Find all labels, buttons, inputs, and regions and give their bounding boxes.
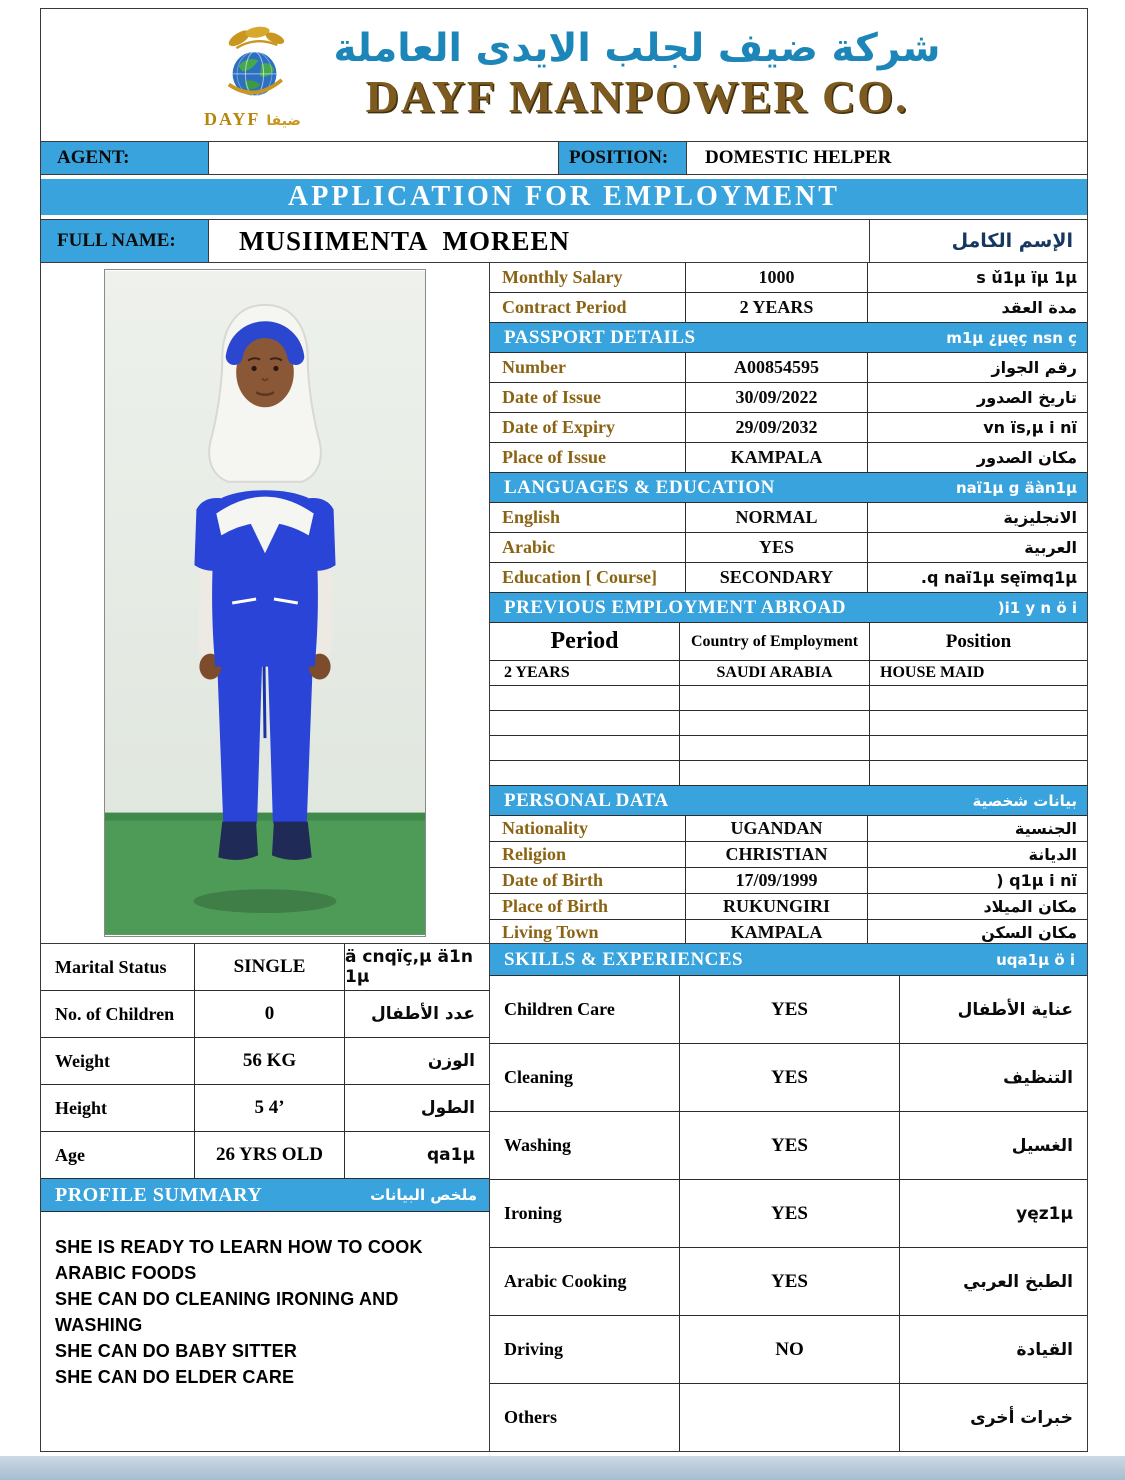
applicant-photo-illustration — [105, 270, 425, 936]
weight-row — [41, 1038, 489, 1085]
field-value: CHRISTIAN — [686, 842, 868, 867]
field-arabic: مكان الميلاد — [983, 897, 1077, 916]
field-value: RUKUNGIRI — [686, 894, 868, 919]
skill-label: Others — [490, 1384, 680, 1451]
banner-title: PREVIOUS EMPLOYMENT ABROAD — [504, 596, 847, 618]
cleaning-row — [490, 1044, 1087, 1112]
employment-country — [680, 761, 870, 785]
place-of-issue-row — [490, 443, 1087, 473]
field-value: SINGLE — [195, 944, 345, 990]
field-arabic: عدد الأطفال — [371, 1004, 475, 1024]
employment-period — [490, 736, 680, 760]
employment-country — [680, 711, 870, 735]
skill-label: Children Care — [490, 976, 680, 1043]
field-arabic: مدة العقد — [1001, 298, 1077, 317]
banner-title: PROFILE SUMMARY — [55, 1183, 263, 1206]
field-value: 56 KG — [195, 1038, 345, 1084]
field-label: Height — [41, 1085, 195, 1131]
field-value: 26 YRS OLD — [195, 1132, 345, 1178]
employment-position — [870, 736, 1087, 760]
field-value: 2 YEARS — [686, 293, 868, 322]
height-row — [41, 1085, 489, 1132]
field-label: Contract Period — [490, 293, 686, 322]
banner-title-arabic: )i1 y n ö i — [997, 598, 1077, 617]
field-label: No. of Children — [41, 991, 195, 1037]
full-name-row — [41, 219, 1087, 263]
profile-line: SHE CAN DO BABY SITTER — [55, 1341, 298, 1362]
physical-info-pane — [41, 944, 490, 1451]
page-bottom-strip — [0, 1456, 1125, 1480]
field-label: Education [ Course] — [490, 563, 686, 592]
company-name-english: DAYF MANPOWER CO. — [365, 71, 909, 123]
skill-arabic: الطبخ العربي — [963, 1271, 1073, 1292]
others-row — [490, 1384, 1087, 1451]
employment-position — [870, 686, 1087, 710]
application-form-document — [40, 8, 1088, 1452]
employment-country — [680, 736, 870, 760]
dayf-logo-icon — [200, 21, 306, 107]
field-value: UGANDAN — [686, 816, 868, 841]
field-label: Monthly Salary — [490, 263, 686, 292]
field-label: Nationality — [490, 816, 686, 841]
field-label: Age — [41, 1132, 195, 1178]
employment-row — [490, 686, 1087, 711]
field-arabic: الطول — [420, 1098, 475, 1118]
date-of-birth-row — [490, 868, 1087, 894]
skill-label: Ironing — [490, 1180, 680, 1247]
field-value: YES — [686, 533, 868, 562]
field-arabic: مكان السكن — [981, 923, 1077, 942]
field-value: SECONDARY — [686, 563, 868, 592]
banner-title: PERSONAL DATA — [504, 789, 669, 811]
full-name-arabic: الإسم الكامل — [869, 220, 1087, 262]
employment-country — [680, 686, 870, 710]
marital-status-row — [41, 944, 489, 991]
children-count-row — [41, 991, 489, 1038]
banner-title-arabic: بيانات شخصية — [972, 791, 1077, 810]
banner-title-arabic: naï1µ g äàn1µ — [956, 478, 1077, 497]
contract-period-row — [490, 293, 1087, 323]
date-of-issue-row — [490, 383, 1087, 413]
field-value: 1000 — [686, 263, 868, 292]
skill-value: YES — [680, 1180, 900, 1247]
full-name-value: MUSIIMENTA MOREEN — [239, 225, 571, 256]
languages-education-banner — [490, 473, 1087, 503]
logo-word-arabic: ضيفا — [266, 112, 301, 129]
field-arabic: مكان الصدور — [976, 448, 1077, 467]
skill-arabic: الغسيل — [1011, 1135, 1073, 1156]
field-arabic: الوزن — [427, 1051, 475, 1071]
field-label: Number — [490, 353, 686, 382]
skill-arabic: عناية الأطفال — [957, 999, 1073, 1020]
field-label: Religion — [490, 842, 686, 867]
skill-label: Washing — [490, 1112, 680, 1179]
employment-header-row — [490, 623, 1087, 661]
employment-row — [490, 661, 1087, 686]
banner-title-arabic: ملخص البيانات — [370, 1186, 477, 1204]
field-value: KAMPALA — [686, 443, 868, 472]
skill-value: NO — [680, 1316, 900, 1383]
employment-position: HOUSE MAID — [880, 664, 985, 681]
field-arabic: vn ïs,µ i nï — [983, 418, 1077, 437]
field-label: Date of Issue — [490, 383, 686, 412]
skill-label: Cleaning — [490, 1044, 680, 1111]
skill-arabic: القيادة — [1016, 1339, 1073, 1360]
skill-arabic: التنظيف — [1003, 1067, 1073, 1088]
field-label: Marital Status — [41, 944, 195, 990]
bottom-section — [41, 943, 1087, 1451]
place-of-birth-row — [490, 894, 1087, 920]
passport-details-banner — [490, 323, 1087, 353]
agent-label: AGENT: — [41, 142, 209, 174]
banner-title: SKILLS & EXPERIENCES — [504, 948, 744, 970]
company-logo-block — [188, 21, 318, 130]
banner-title-arabic: uqa1µ ö i — [996, 950, 1075, 969]
washing-row — [490, 1112, 1087, 1180]
religion-row — [490, 842, 1087, 868]
english-row — [490, 503, 1087, 533]
field-arabic: ä cnqïç,µ ä1n 1µ — [345, 947, 473, 987]
column-header-position: Position — [945, 630, 1012, 652]
driving-row — [490, 1316, 1087, 1384]
employment-period — [490, 686, 680, 710]
banner-title: LANGUAGES & EDUCATION — [504, 476, 775, 498]
logo-word-english: DAYF — [204, 108, 261, 129]
field-value: 5 4’ — [195, 1085, 345, 1131]
company-names — [334, 27, 941, 122]
arabic-cooking-row — [490, 1248, 1087, 1316]
company-header — [41, 9, 1087, 141]
employment-period: 2 YEARS — [490, 661, 680, 685]
field-arabic: qa1µ — [427, 1145, 475, 1165]
field-label: Place of Birth — [490, 894, 686, 919]
column-header-country: Country of Employment — [680, 623, 870, 660]
skill-arabic: خبرات أخرى — [970, 1407, 1073, 1428]
field-arabic: .q naï1µ sęïmq1µ — [920, 568, 1077, 587]
field-arabic: s ǔ1µ ïµ 1µ — [976, 268, 1077, 287]
education-row — [490, 563, 1087, 593]
profile-line: SHE CAN DO CLEANING IRONING AND WASHING — [55, 1289, 399, 1336]
skill-value: YES — [680, 1044, 900, 1111]
skill-label: Driving — [490, 1316, 680, 1383]
field-arabic: الديانة — [1028, 845, 1077, 864]
field-label: Date of Expiry — [490, 413, 686, 442]
employment-country: SAUDI ARABIA — [680, 661, 870, 685]
application-title-banner: APPLICATION FOR EMPLOYMENT — [41, 179, 1087, 215]
banner-title-arabic: m1µ ¿µęç nsn ç — [946, 328, 1077, 347]
field-label: Weight — [41, 1038, 195, 1084]
field-value: A00854595 — [686, 353, 868, 382]
full-name-label: FULL NAME: — [41, 220, 209, 262]
logo-wordmark — [204, 109, 301, 130]
photo-pane — [41, 263, 490, 943]
details-pane — [490, 263, 1087, 943]
skills-pane — [490, 944, 1087, 1451]
employment-period — [490, 711, 680, 735]
nationality-row — [490, 816, 1087, 842]
employment-position — [870, 711, 1087, 735]
passport-number-row — [490, 353, 1087, 383]
field-label: Living Town — [490, 920, 686, 943]
employment-position — [870, 761, 1087, 785]
company-name-arabic: شركة ضيف لجلب الايدى العاملة — [333, 26, 941, 72]
position-value: DOMESTIC HELPER — [705, 147, 892, 168]
children-care-row — [490, 976, 1087, 1044]
banner-title: PASSPORT DETAILS — [504, 326, 696, 348]
field-value: KAMPALA — [686, 920, 868, 943]
field-value: NORMAL — [686, 503, 868, 532]
field-value: 30/09/2022 — [686, 383, 868, 412]
employment-period — [490, 761, 680, 785]
agent-value-field — [209, 142, 559, 174]
field-arabic: العربية — [1024, 538, 1077, 557]
age-row — [41, 1132, 489, 1179]
field-arabic: الجنسية — [1014, 819, 1077, 838]
profile-summary-text — [41, 1212, 489, 1451]
column-header-period: Period — [490, 623, 680, 660]
employment-row — [490, 736, 1087, 761]
skill-arabic: yęz1µ — [1016, 1203, 1073, 1224]
profile-summary-banner — [41, 1179, 489, 1212]
field-label: English — [490, 503, 686, 532]
field-value: 29/09/2032 — [686, 413, 868, 442]
field-arabic: تاريخ الصدور — [977, 388, 1077, 407]
skill-label: Arabic Cooking — [490, 1248, 680, 1315]
employment-row — [490, 711, 1087, 736]
employment-row — [490, 761, 1087, 786]
profile-line: SHE CAN DO ELDER CARE — [55, 1367, 295, 1388]
field-arabic: ) q1µ i nï — [996, 871, 1077, 890]
personal-data-banner — [490, 786, 1087, 816]
applicant-photo — [104, 269, 426, 937]
skill-value: YES — [680, 1248, 900, 1315]
field-value: 17/09/1999 — [686, 868, 868, 893]
field-value: 0 — [195, 991, 345, 1037]
agent-position-bar — [41, 141, 1087, 175]
monthly-salary-row — [490, 263, 1087, 293]
skill-value: YES — [680, 976, 900, 1043]
field-arabic: رقم الجواز — [991, 358, 1077, 377]
previous-employment-banner — [490, 593, 1087, 623]
arabic-row — [490, 533, 1087, 563]
ironing-row — [490, 1180, 1087, 1248]
profile-line: SHE IS READY TO LEARN HOW TO COOK ARABIC FOODS — [55, 1237, 423, 1284]
skill-value: YES — [680, 1112, 900, 1179]
position-label: POSITION: — [559, 142, 687, 174]
field-label: Place of Issue — [490, 443, 686, 472]
skills-banner — [490, 944, 1087, 976]
date-of-expiry-row — [490, 413, 1087, 443]
field-arabic: الانجليزية — [1003, 508, 1077, 527]
field-label: Date of Birth — [490, 868, 686, 893]
skill-value — [680, 1384, 900, 1451]
field-label: Arabic — [490, 533, 686, 562]
main-section — [41, 263, 1087, 943]
living-town-row — [490, 920, 1087, 943]
